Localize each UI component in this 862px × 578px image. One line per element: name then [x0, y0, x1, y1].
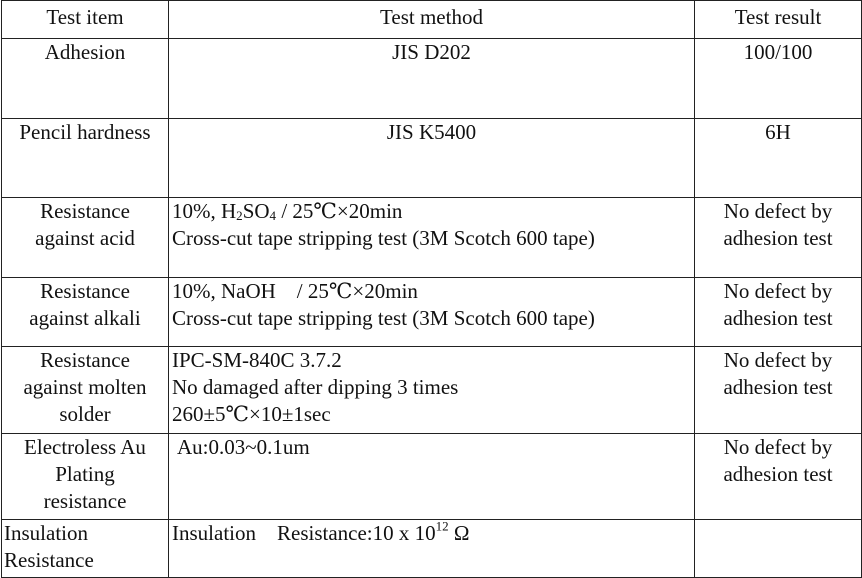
method-text-part: Insulation Resistance:10 x 10 — [172, 521, 436, 545]
test-result-text: 100/100 — [743, 40, 813, 64]
header-test-item: Test item — [2, 1, 169, 39]
test-method-text: IPC-SM-840C 3.7.2 — [172, 348, 342, 372]
test-method-text: 10%, NaOH / 25℃×20min — [172, 279, 418, 303]
test-item-text: resistance — [43, 489, 127, 513]
test-method-text — [172, 520, 691, 547]
test-item-text: Plating — [55, 462, 115, 486]
test-method-cell — [169, 434, 695, 520]
table-row — [2, 347, 862, 434]
test-item-text: Resistance — [40, 348, 130, 372]
test-result-text: 6H — [765, 120, 791, 144]
test-result-text: No defect by — [723, 279, 833, 303]
test-result-text: No defect by — [723, 348, 833, 372]
table-row — [2, 198, 862, 278]
test-item-cell — [2, 434, 169, 520]
test-method-text: No damaged after dipping 3 times — [172, 375, 459, 399]
test-item-cell — [2, 347, 169, 434]
test-method-cell — [169, 347, 695, 434]
test-item-text: Pencil hardness — [19, 120, 151, 144]
test-result-cell — [695, 278, 862, 347]
test-method-text: Cross-cut tape stripping test (3M Scotch 600 tape) — [172, 306, 595, 330]
test-item-text: Electroless Au — [24, 435, 146, 459]
test-result-text: adhesion test — [723, 462, 833, 486]
test-result-text: No defect by — [723, 435, 833, 459]
test-method-text: 260±5℃×10±1sec — [172, 402, 331, 426]
subscript-text: 2 — [236, 207, 243, 223]
test-result-cell — [695, 347, 862, 434]
method-text-part: / 25℃×20min — [276, 199, 403, 223]
test-method-text — [172, 198, 691, 225]
test-result-text: adhesion test — [723, 306, 833, 330]
test-method-text: JIS K5400 — [386, 120, 477, 144]
test-item-text: Resistance — [4, 548, 94, 572]
superscript-text: 12 — [435, 519, 449, 534]
test-item-text: Resistance — [40, 279, 130, 303]
test-item-text: against alkali — [29, 306, 141, 330]
test-item-text: Resistance — [40, 199, 130, 223]
test-item-cell — [2, 278, 169, 347]
test-result-cell — [695, 39, 862, 119]
test-method-text: Cross-cut tape stripping test (3M Scotch 600 tape) — [172, 226, 595, 250]
test-result-cell — [695, 119, 862, 198]
test-method-text: JIS D202 — [392, 40, 471, 64]
test-item-cell — [2, 198, 169, 278]
test-result-text: No defect by — [723, 199, 833, 223]
table-row — [2, 434, 862, 520]
test-item-text: solder — [59, 402, 111, 426]
test-result-text: adhesion test — [723, 375, 833, 399]
test-item-cell — [2, 39, 169, 119]
subscript-text: 4 — [269, 207, 277, 223]
table-row — [2, 39, 862, 119]
test-result-cell — [695, 198, 862, 278]
test-method-cell — [169, 278, 695, 347]
test-item-text: against molten — [23, 375, 147, 399]
test-result-cell — [695, 520, 862, 578]
test-results-table — [1, 0, 862, 578]
test-method-cell — [169, 198, 695, 278]
method-text-part: Ω — [448, 521, 470, 545]
test-result-cell — [695, 434, 862, 520]
test-item-cell — [2, 520, 169, 578]
header-test-result: Test result — [695, 1, 862, 39]
method-text-part: 10%, H — [172, 199, 237, 223]
test-item-text: Adhesion — [44, 40, 126, 64]
test-item-text: against acid — [35, 226, 135, 250]
method-text-part: SO — [242, 199, 270, 223]
test-method-text: Au:0.03~0.1um — [177, 435, 310, 459]
test-item-cell — [2, 119, 169, 198]
test-method-cell — [169, 119, 695, 198]
header-row — [2, 1, 862, 39]
test-result-text: adhesion test — [723, 226, 833, 250]
header-test-method: Test method — [169, 1, 695, 39]
test-item-text: Insulation — [4, 521, 88, 545]
table-row — [2, 119, 862, 198]
table-row — [2, 520, 862, 578]
test-method-cell — [169, 520, 695, 578]
table-row — [2, 278, 862, 347]
test-method-cell — [169, 39, 695, 119]
